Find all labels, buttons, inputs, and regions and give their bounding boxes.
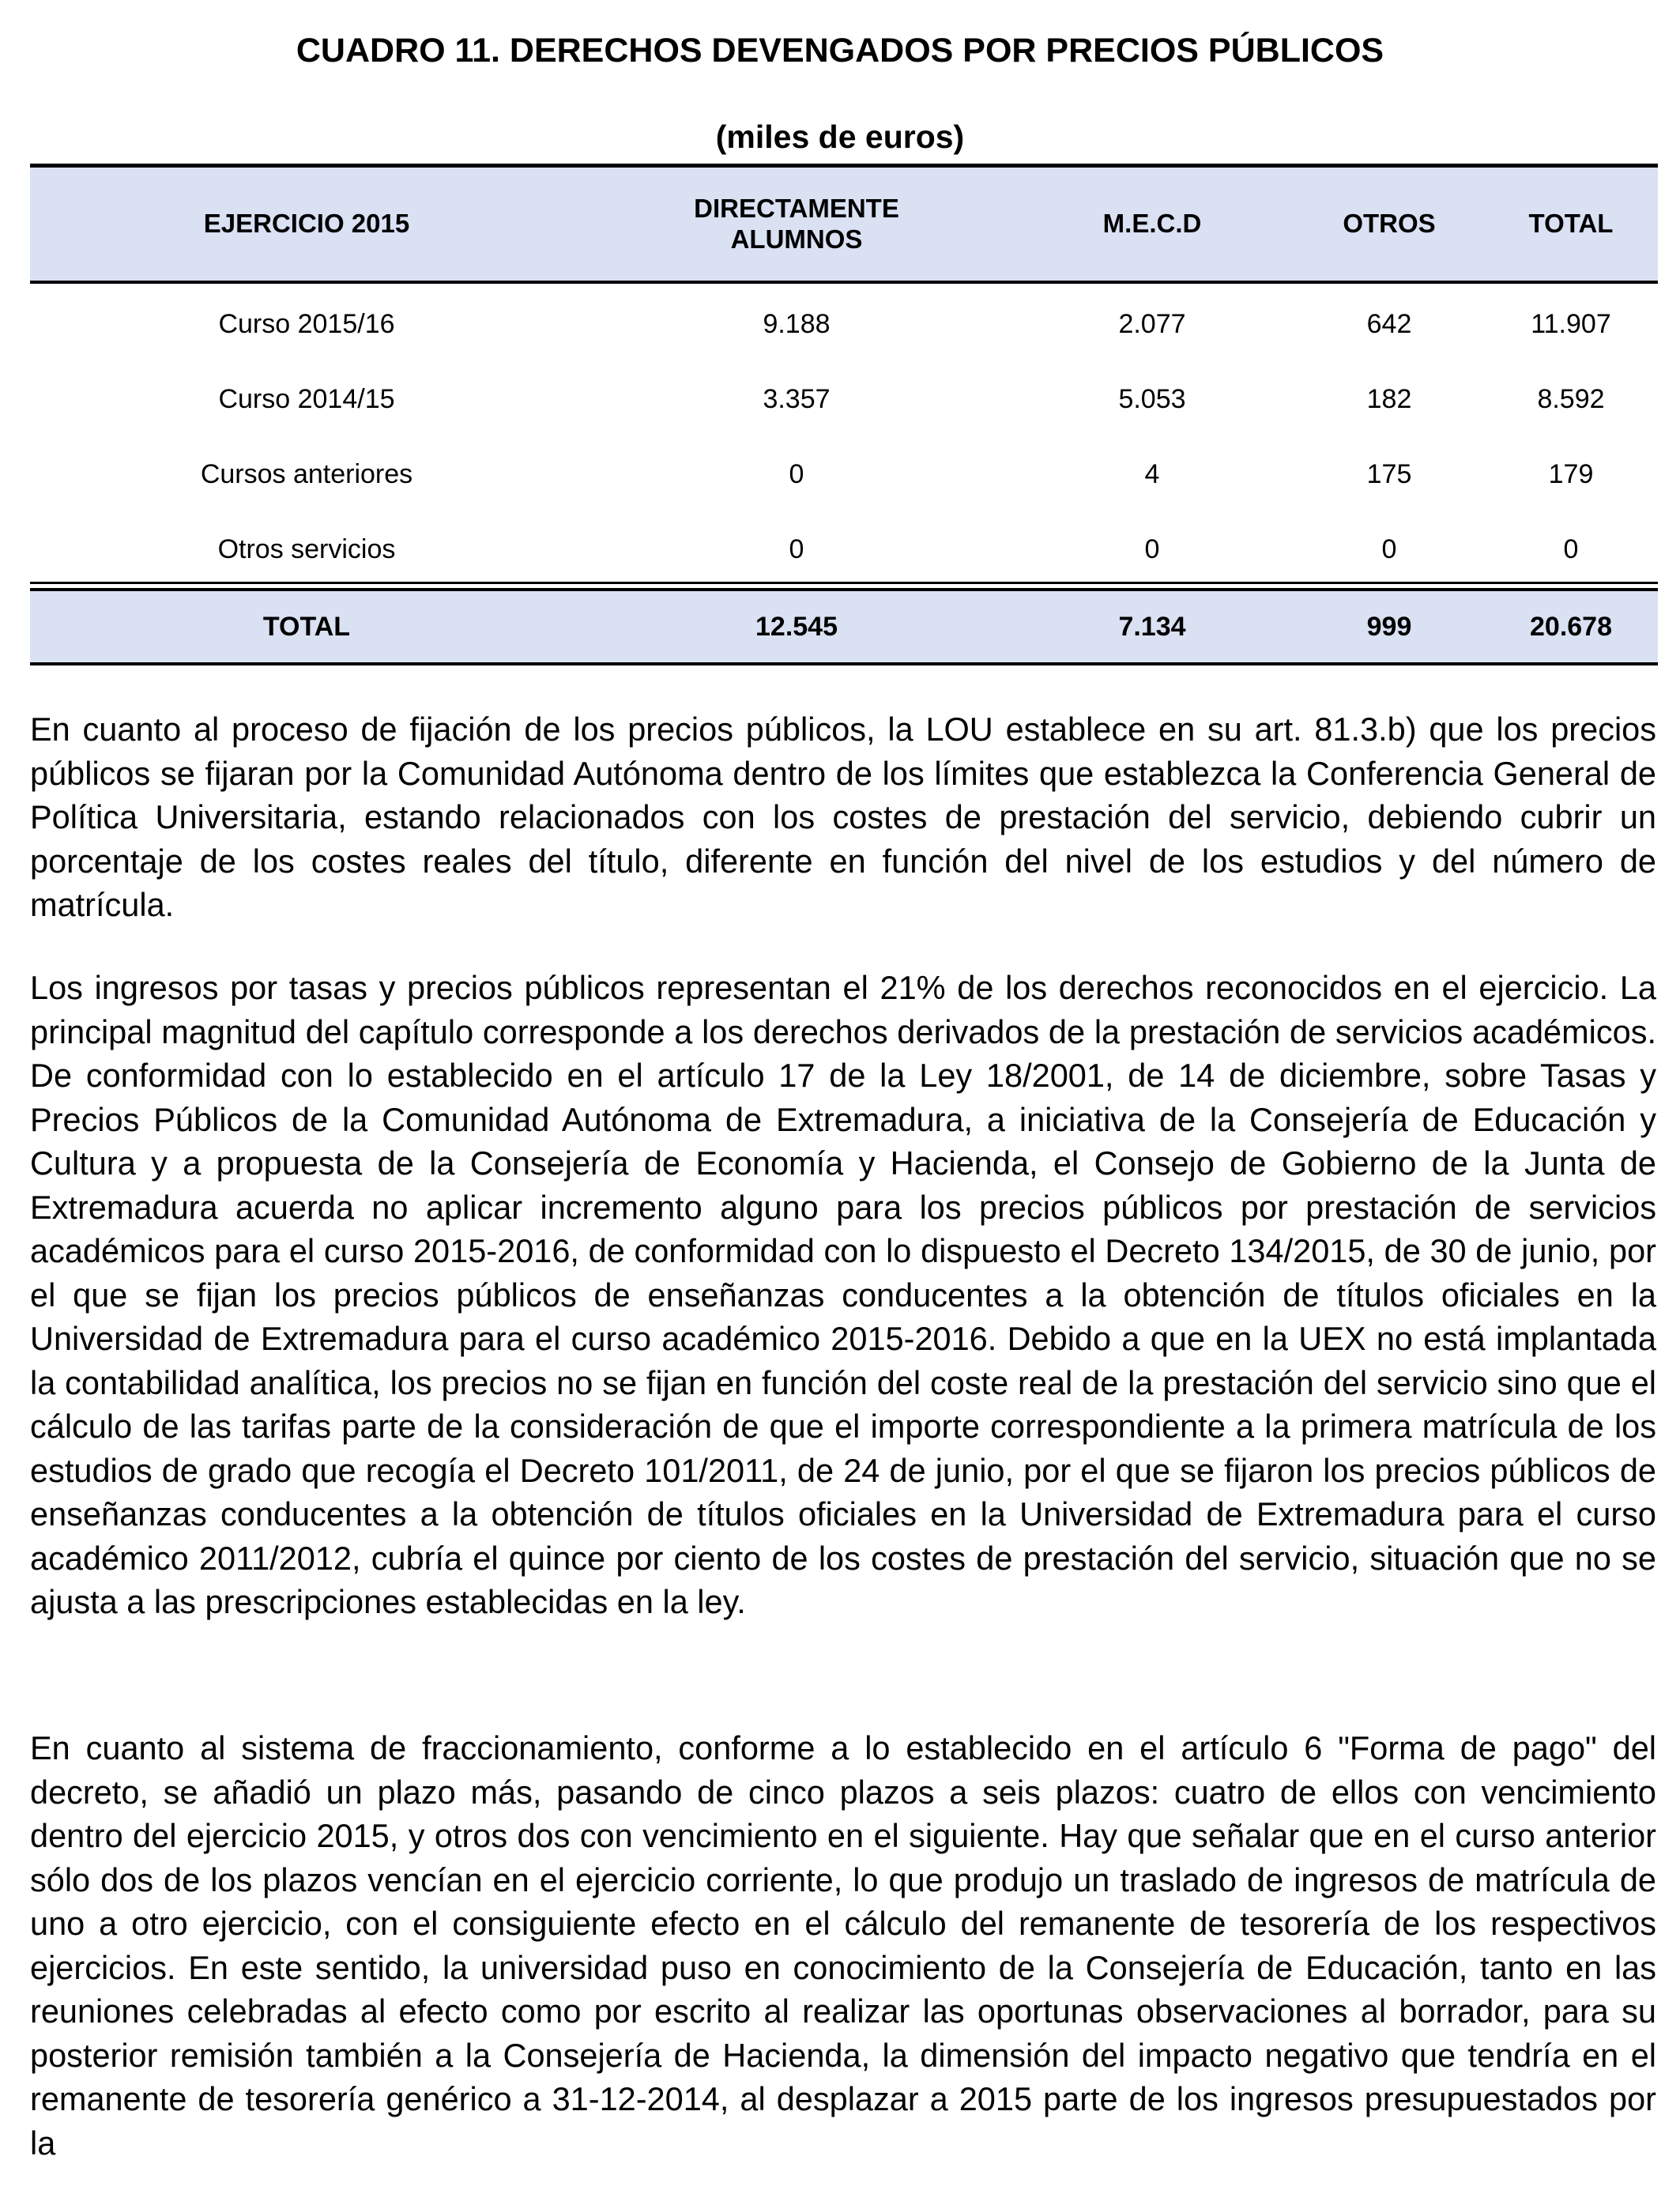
header-directamente-alumnos: DIRECTAMENTE ALUMNOS (694, 193, 899, 254)
table-subtitle: (miles de euros) (715, 119, 965, 155)
cell-directamente: 3.357 (763, 383, 831, 414)
cell-mecd: 5.053 (1118, 383, 1186, 414)
header-otros: OTROS (1343, 209, 1436, 239)
header-mecd: M.E.C.D (1102, 209, 1202, 239)
cell-otros: 175 (1366, 458, 1412, 489)
row-label: Curso 2015/16 (218, 308, 395, 339)
cell-otros: 182 (1366, 383, 1412, 414)
header-bottom-rule (30, 281, 1658, 284)
header-total: TOTAL (1528, 209, 1614, 239)
cell-otros: 642 (1366, 308, 1412, 339)
total-label: TOTAL (262, 611, 351, 642)
cell-directamente: 0 (789, 533, 804, 564)
header-ejercicio: EJERCICIO 2015 (203, 209, 410, 239)
paragraph: Los ingresos por tasas y precios públicos representan el 21% de los derechos reconocidos en el ejercicio. La principal magnitud del capítulo corresponde a los derechos derivados de la prestación de servicios académicos. De conformidad con lo establecido en el artículo 17 de la Ley 18/2001, de 14 de diciembre, sobre Tasas y Precios Públicos de la Comunidad Autónoma de Extremadura, a iniciativa de la Consejería de Educación y Cultura y a propuesta de la Consejería de Economía y Hacienda, el Consejo de Gobierno de la Junta de Extremadura acuerda no aplicar incremento alguno para los precios públicos por prestación de servicios académicos para el curso 2015-2016, de conformidad con lo dispuesto el Decreto 134/2015, de 30 de junio, por el que se fijan los precios públicos de enseñanzas conducentes a la obtención de títulos oficiales en la Universidad de Extremadura para el curso académico 2015-2016. Debido a que en la UEX no está implantada la contabilidad analítica, los precios no se fijan en función del coste real de la prestación del servicio sino que el cálculo de las tarifas parte de la consideración de que el importe correspondiente a la primera matrícula de los estudios de grado que recogía el Decreto 101/2011, de 24 de junio, por el que se fijaron los precios públicos de enseñanzas conducentes a la obtención de títulos oficiales en la Universidad de Extremadura para el curso académico 2011/2012, cubría el quince por ciento de los costes de prestación del servicio, situación que no se ajusta a las prescripciones establecidas en la ley. (30, 969, 1656, 1620)
cell-total: 8.592 (1537, 383, 1605, 414)
paragraph: En cuanto al proceso de fijación de los precios públicos, la LOU establece en su art. 81.3.b) que los precios públicos se fijaran por la Comunidad Autónoma dentro de los límites que establezca la Conferencia General de Política Universitaria, estando relacionados con los costes de prestación del servicio, debiendo cubrir un porcentaje de los costes reales del título, diferente en función del nivel de los estudios y del número de matrícula. (30, 711, 1656, 923)
paragraph: En cuanto al sistema de fraccionamiento, conforme a lo establecido en el artículo 6 "Forma de pago" del decreto, se añadió un plazo más, pasando de cinco plazos a seis plazos: cuatro de ellos con vencimiento dentro del ejercicio 2015, y otros dos con vencimiento en el siguiente. Hay que señalar que en el curso anterior sólo dos de los plazos vencían en el ejercicio corriente, lo que produjo un traslado de ingresos de matrícula de uno a otro ejercicio, con el consiguiente efecto en el cálculo del remanente de tesorería de los respectivos ejercicios. En este sentido, la universidad puso en conocimiento de la Consejería de Educación, tanto en las reuniones celebradas al efecto como por escrito al realizar las oportunas observaciones al borrador, para su posterior remisión también a la Consejería de Hacienda, la dimensión del impacto negativo que tendría en el remanente de tesorería genérico a 31-12-2014, al desplazar a 2015 parte de los ingresos presupuestados por la (30, 1729, 1656, 2162)
row-label: Curso 2014/15 (218, 383, 395, 414)
row-label: Otros servicios (217, 533, 396, 564)
total-mecd: 7.134 (1118, 611, 1186, 642)
cell-total: 11.907 (1531, 308, 1611, 339)
cell-mecd: 4 (1144, 458, 1160, 489)
cell-directamente: 9.188 (763, 308, 831, 339)
row-label: Cursos anteriores (200, 458, 413, 489)
total-directamente: 12.545 (755, 611, 838, 642)
public-prices-table (30, 162, 1658, 668)
cell-total: 0 (1563, 533, 1579, 564)
total-bottom-rule (30, 662, 1658, 665)
cell-mecd: 0 (1144, 533, 1160, 564)
total-top-rule (30, 582, 1658, 584)
cell-otros: 0 (1381, 533, 1397, 564)
table-title: CUADRO 11. DERECHOS DEVENGADOS POR PRECIOS PÚBLICOS (296, 32, 1384, 70)
cell-mecd: 2.077 (1118, 308, 1186, 339)
total-otros: 999 (1366, 611, 1412, 642)
cell-directamente: 0 (789, 458, 804, 489)
total-total: 20.678 (1530, 611, 1612, 642)
cell-total: 179 (1548, 458, 1594, 489)
